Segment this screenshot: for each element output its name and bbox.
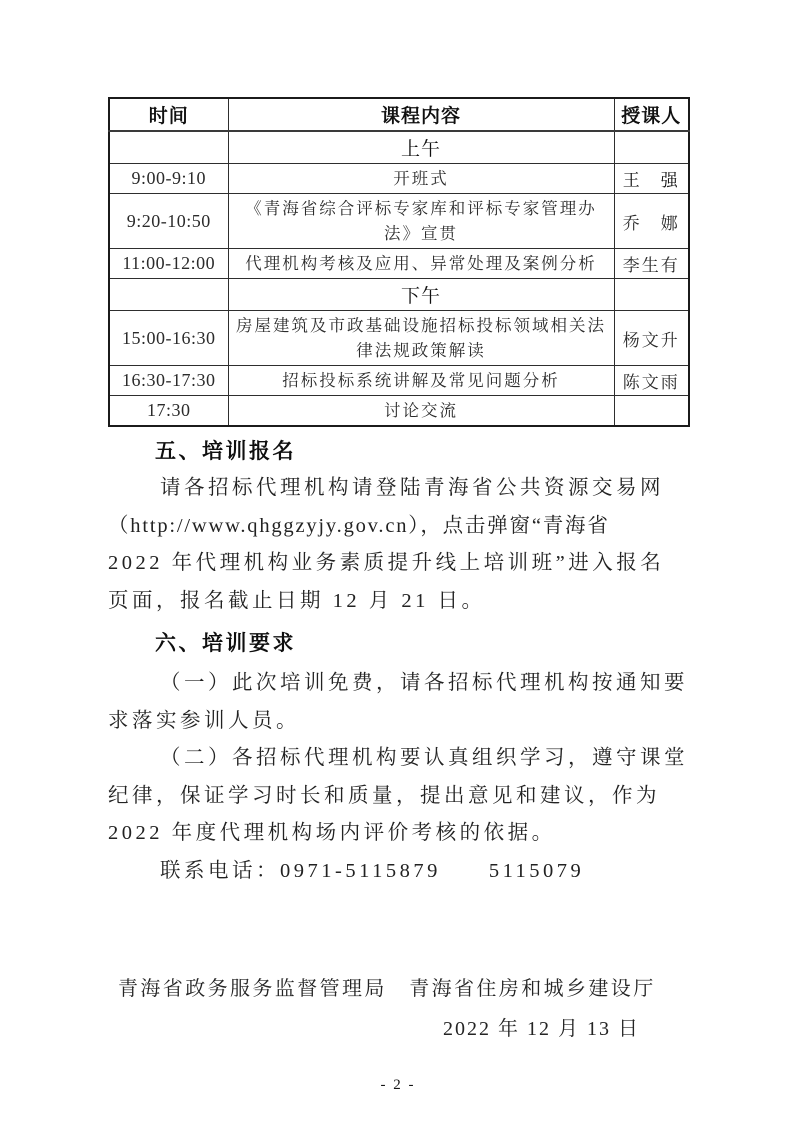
time-cell: 16:30-17:30 [109,366,228,396]
header-instructor: 授课人 [614,98,689,131]
paragraph-line: 求落实参训人员。 [108,709,300,732]
table-row [109,366,689,396]
instructor-cell [614,396,689,427]
table-row-afternoon [109,279,689,311]
paragraph-line: 2022 年代理机构业务素质提升线上培训班”进入报名 [108,552,665,574]
time-cell [109,279,228,311]
course-cell: 讨论交流 [228,396,614,427]
section-registration [108,470,688,620]
instructor-cell [614,131,689,164]
section-heading-registration: 五、培训报名 [155,440,296,463]
issuing-agencies: 青海省政务服务监督管理局 青海省住房和城乡建设厅 [118,978,656,1000]
time-cell: 11:00-12:00 [109,249,228,279]
time-cell: 15:00-16:30 [109,311,228,366]
time-cell: 9:20-10:50 [109,194,228,249]
paragraph-line-url: （http://www.qhggzyjy.gov.cn），点击弹窗“青海省 [108,514,610,537]
header-time: 时间 [109,98,228,131]
time-cell: 9:00-9:10 [109,164,228,194]
session-label-afternoon: 下午 [228,279,614,311]
table-row [109,311,689,366]
time-cell [109,131,228,164]
instructor-cell: 杨文升 [614,311,689,366]
section-heading-requirements: 六、培训要求 [155,632,296,655]
paragraph-line: 2022 年度代理机构场内评价考核的依据。 [108,822,556,844]
paragraph-line: 请各招标代理机构请登陆青海省公共资源交易网 [160,477,664,499]
table-header-row [109,98,689,131]
table-row [109,194,689,249]
paragraph-line: 纪律，保证学习时长和质量，提出意见和建议，作为 [108,784,660,807]
table-row [109,396,689,427]
paragraph-line: （一）此次培训免费，请各招标代理机构按通知要 [160,672,688,694]
session-label-morning: 上午 [228,131,614,164]
course-cell: 开班式 [228,164,614,194]
paragraph-line: 页面，报名截止日期 12 月 21 日。 [108,589,486,612]
section-requirements [108,665,688,890]
instructor-cell: 乔 娜 [614,194,689,249]
instructor-cell [614,279,689,311]
paragraph-line: （二）各招标代理机构要认真组织学习，遵守课堂 [160,747,688,769]
training-schedule-table [108,97,690,427]
table-row-morning [109,131,689,164]
instructor-cell: 王 强 [614,164,689,194]
instructor-cell: 陈文雨 [614,366,689,396]
course-cell: 房屋建筑及市政基础设施招标投标领域相关法律法规政策解读 [228,311,614,366]
table-row [109,249,689,279]
instructor-cell: 李生有 [614,249,689,279]
time-cell: 17:30 [109,396,228,427]
issue-date: 2022 年 12 月 13 日 [443,1018,640,1040]
table-row [109,164,689,194]
page-number: - 2 - [380,1077,416,1093]
course-cell: 代理机构考核及应用、异常处理及案例分析 [228,249,614,279]
header-course-content: 课程内容 [228,98,614,131]
course-cell: 《青海省综合评标专家库和评标专家管理办法》宣贯 [228,194,614,249]
contact-phone-line: 联系电话：0971-5115879 5115079 [160,859,585,882]
course-cell: 招标投标系统讲解及常见问题分析 [228,366,614,396]
